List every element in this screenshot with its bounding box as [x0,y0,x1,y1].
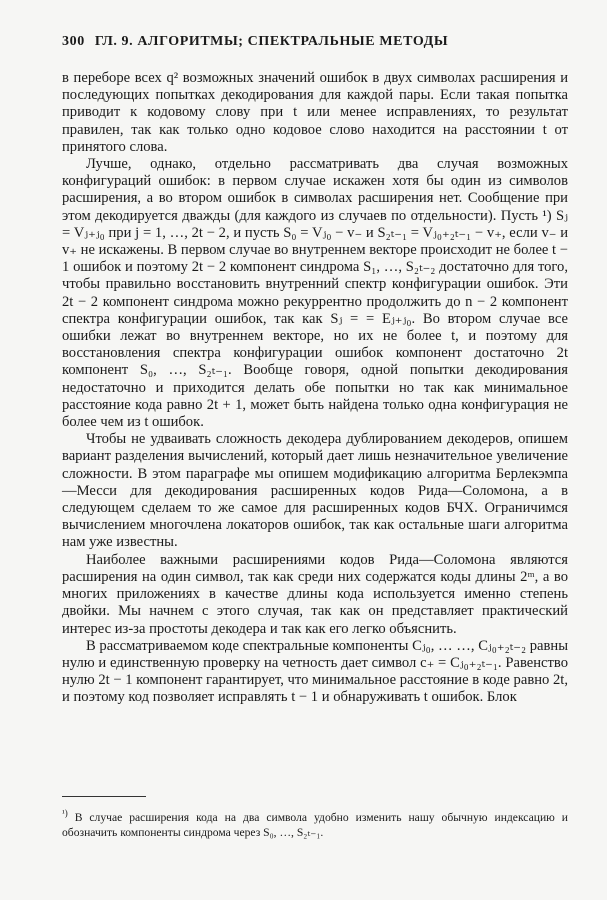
main-text [62,70,568,707]
footnote-rule [62,796,146,797]
running-header [62,34,562,50]
footnote-text: В случае расширения кода на два символа удобно изменить нашу обычную индексацию и обозначить компоненты синдрома через S₀, …, S₂ₜ₋₁. [62,810,568,839]
paragraph-5: В рассматриваемом коде спектральные компоненты Cⱼ₀, … …, Cⱼ₀₊₂ₜ₋₂ равны нулю и единственную проверку на четность дает символ c₊ = Cⱼ₀₊₂ₜ₋₁. Равенство нулю 2t − 1 компонент гарантирует, что минимальное расстояние в коде равно 2t, и поэтому код позволяет исправлять t − 1 и обнаруживать t ошибок. Блок [62,637,568,706]
paragraph-3: Чтобы не удваивать сложность декодера дублированием декодеров, опишем вариант разделения вычислений, который дает лишь незначительное увеличение сложности. В этом параграфе мы опишем модификацию алгоритма Берлекэмпа—Месси для декодирования расширенных кодов Рида—Соломона, а в следующем сделаем то же самое для расширенных кодов БЧХ. Ограничимся вычислением многочлена локаторов ошибок, так как остальные шаги алгоритма нам уже известны. [62,431,568,551]
paragraph-1: в переборе всех q² возможных значений ошибок в двух символах расширения и последующих попытках декодирования для каждой пары. Если такая попытка приводит к кодовому слову при t или менее исправлениях, то результат правилен, так как только одно кодовое слово находится на расстоянии t от принятого слова. [62,70,568,155]
footnote-mark: ¹) [62,808,68,818]
paragraph-4: Наиболее важными расширениями кодов Рида—Соломона являются расширения на один символ, так как среди них содержатся коды длины 2ᵐ, а во многих приложениях в качестве длины кода используется именно степень двойки. Мы начнем с этого случая, так как он представляет практический интерес из-за простоты декодера и так как его легко объяснить. [62,551,568,637]
running-title: ГЛ. 9. АЛГОРИТМЫ; СПЕКТРАЛЬНЫЕ МЕТОДЫ [94,34,449,49]
paragraph-2: Лучше, однако, отдельно рассматривать два случая возможных конфигураций ошибок: в первом случае искажен хотя бы один из символов расширения, а во втором ошибок в символах расширения нет. Сообщение при этом декодируется дважды (для каждого из случаев по отдельности). Пусть ¹) Sⱼ = Vⱼ₊ⱼ₀ при j = 1, …, 2t − 2, и пусть S₀ = Vⱼ₀ − v₋ и S₂ₜ₋₁ = Vⱼ₀₊₂ₜ₋₁ − v₊, если v₋ и v₊ не искажены. В первом случае во внутреннем векторе происходит не более t − 1 ошибок и поэтому 2t − 2 компонент синдрома S₁, …, S₂ₜ₋₂ достаточно для того, чтобы правильно восстановить внутренний спектр конфигурации ошибок. Эти 2t − 2 компонент синдрома можно рекуррентно продолжить до n − 2 компонент спектра конфигурации ошибок, так как Sⱼ = = Eⱼ₊ⱼ₀. Во втором случае все ошибки лежат во внутреннем векторе, но их не более t, и поэтому для восстановления спектра конфигурации ошибок компонент достаточно 2t компонент S₀, …, S₂ₜ₋₁. Вообще говоря, одной попытки декодирования недостаточно и приходится делать обе попытки но так как минимальное расстояние кода равно 2t + 1, может быть найдена только одна конфигурация не более чем из t ошибок. [62,156,568,431]
page-number: 300 [62,34,85,49]
footnote [62,806,568,840]
